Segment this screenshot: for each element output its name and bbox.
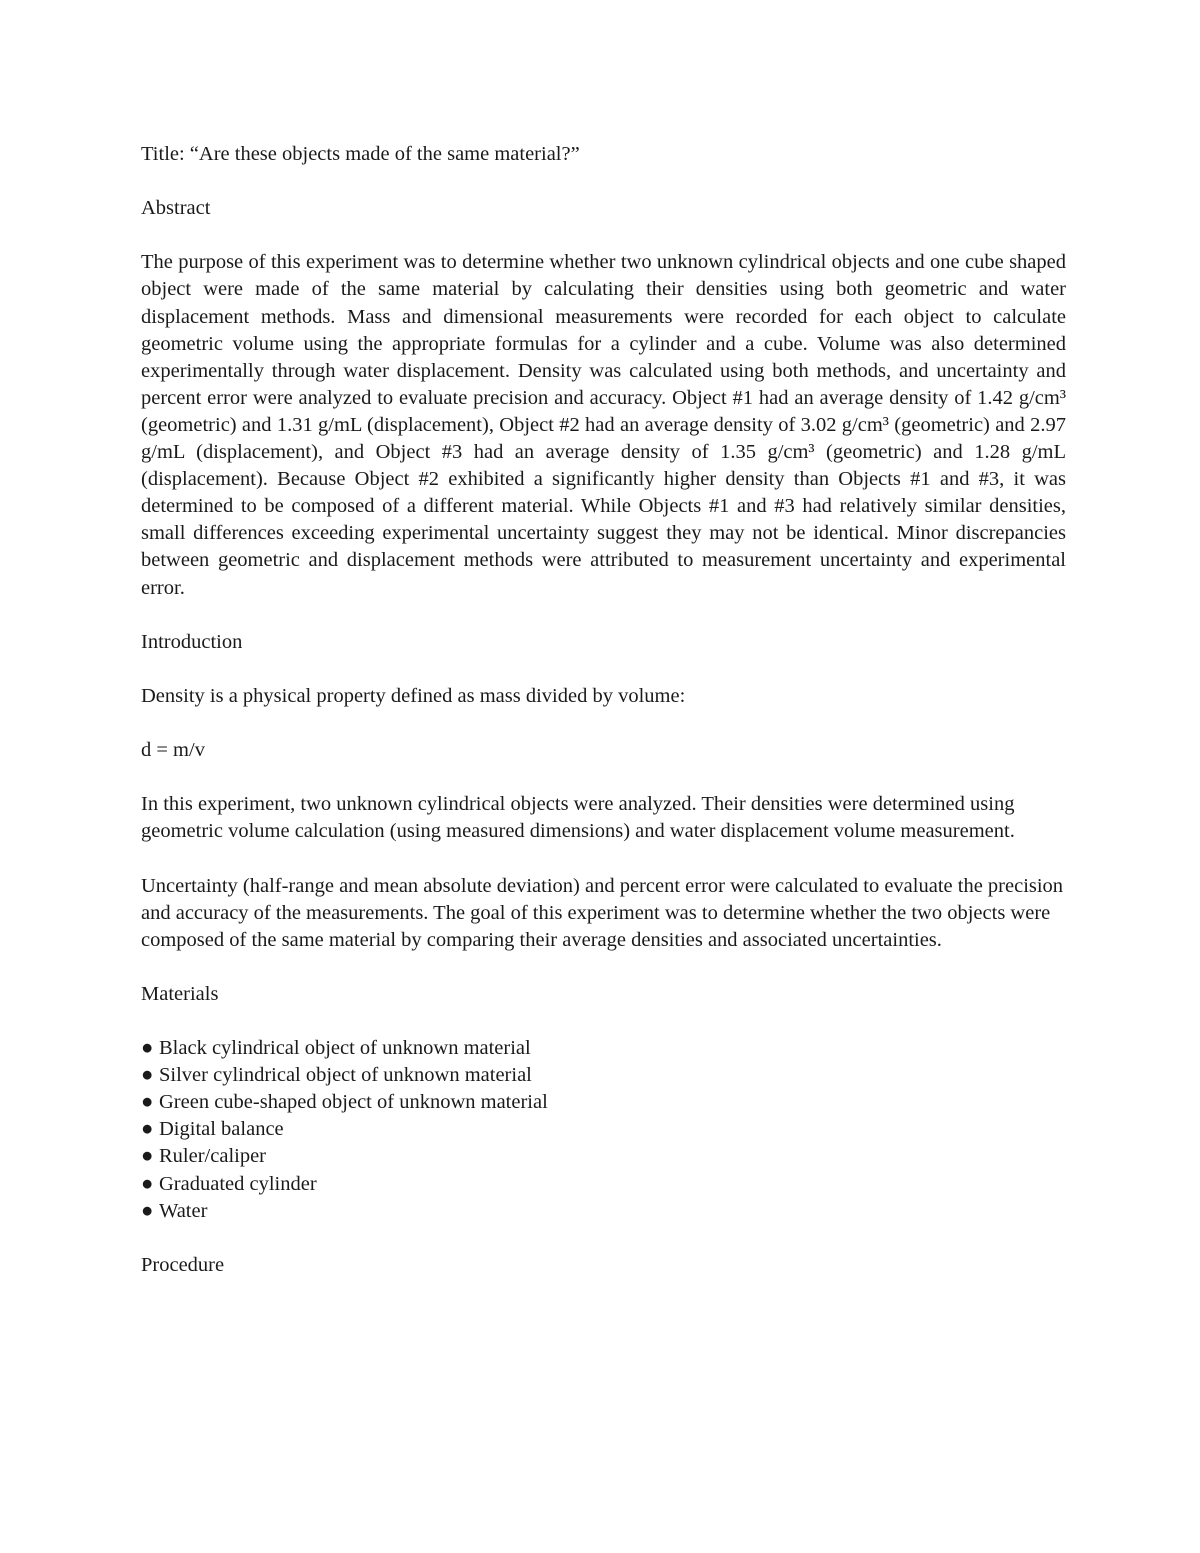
bullet-icon: ● — [141, 1118, 154, 1141]
document-page — [141, 141, 1066, 1306]
materials-list — [141, 1035, 1066, 1225]
bullet-icon: ● — [141, 1037, 154, 1060]
materials-list-item — [141, 1035, 1066, 1062]
document-title: Title: “Are these objects made of the same material?” — [141, 143, 580, 165]
materials-item-label: Water — [159, 1199, 208, 1222]
density-formula: d = m/v — [141, 739, 205, 762]
materials-item-label: Graduated cylinder — [159, 1172, 317, 1195]
materials-list-item — [141, 1171, 1066, 1198]
materials-item-label: Ruler/caliper — [159, 1145, 267, 1168]
bullet-icon: ● — [141, 1199, 154, 1222]
materials-list-item — [141, 1089, 1066, 1116]
materials-item-label: Silver cylindrical object of unknown material — [159, 1064, 532, 1087]
abstract-body: The purpose of this experiment was to determine whether two unknown cylindrical objects and one cube shaped object were made of the same material by calculating their densities using both geometric and water displacement methods. Mass and dimensional measurements were recorded for each object to calculate geometric volume using the appropriate formulas for a cylinder and a cube. Volume was also determined experimentally through water displacement. Density was calculated using both methods, and uncertainty and percent error were analyzed to evaluate precision and accuracy. Object #1 had an average density of 1.42 g/cm³ (geometric) and 1.31 g/mL (displacement), Object #2 had an average density of 3.02 g/cm³ (geometric) and 2.97 g/mL (displacement), and Object #3 had an average density of 1.35 g/cm³ (geometric) and 1.28 g/mL (displacement). Because Object #2 exhibited a significantly higher density than Objects #1 and #3, it was determined to be composed of a different material. While Objects #1 and #3 had relatively similar densities, small differences exceeding experimental uncertainty suggest they may not be identical. Minor discrepancies between geometric and displacement methods were attributed to measurement uncertainty and experimental error. — [141, 251, 1066, 599]
materials-list-item — [141, 1143, 1066, 1170]
introduction-paragraph-3: Uncertainty (half-range and mean absolute deviation) and percent error were calculated to evaluate the precision and accuracy of the measurements. The goal of this experiment was to determine whether the two objects were composed of the same material by comparing their average densities and associated uncertainties. — [141, 874, 1064, 951]
introduction-paragraph-2: In this experiment, two unknown cylindrical objects were analyzed. Their densities were determined using geometric volume calculation (using measured dimensions) and water displacement volume measurement. — [141, 793, 1015, 843]
abstract-heading: Abstract — [141, 197, 211, 220]
bullet-icon: ● — [141, 1172, 154, 1195]
materials-item-label: Black cylindrical object of unknown material — [159, 1037, 531, 1060]
introduction-paragraph-1: Density is a physical property defined as mass divided by volume: — [141, 684, 686, 707]
materials-list-item — [141, 1116, 1066, 1143]
procedure-heading: Procedure — [141, 1253, 225, 1276]
materials-list-item — [141, 1062, 1066, 1089]
bullet-icon: ● — [141, 1091, 154, 1114]
materials-item-label: Green cube-shaped object of unknown material — [159, 1091, 548, 1114]
materials-list-item — [141, 1198, 1066, 1225]
materials-heading: Materials — [141, 982, 219, 1005]
materials-item-label: Digital balance — [159, 1118, 284, 1141]
bullet-icon: ● — [141, 1064, 154, 1087]
bullet-icon: ● — [141, 1145, 154, 1168]
introduction-heading: Introduction — [141, 630, 243, 653]
